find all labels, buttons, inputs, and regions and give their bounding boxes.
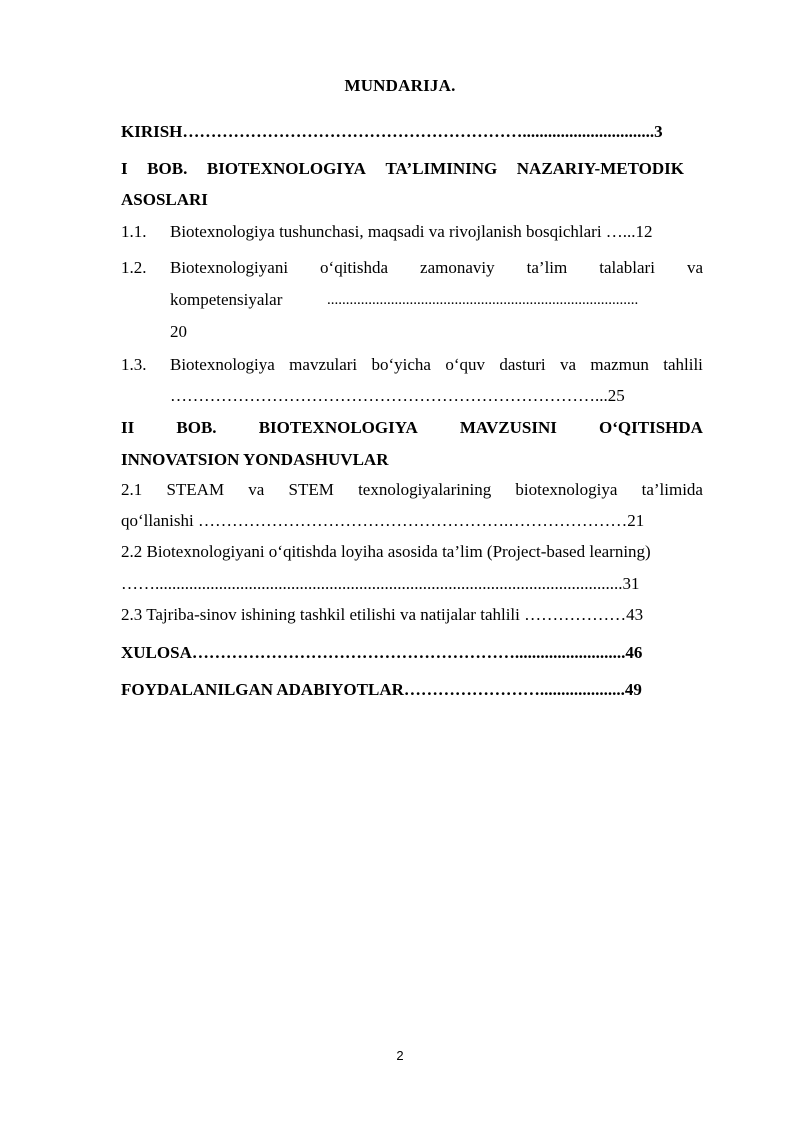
toc-entry-2-2-line2: ……..............................................................................................................31	[121, 574, 640, 593]
word: va	[248, 480, 265, 499]
word: zamonaviy	[420, 258, 495, 277]
toc-entry-1-1-number: 1.1.	[121, 222, 147, 241]
word: O‘QITISHDA	[599, 418, 703, 437]
toc-entry-2-1-line2: qo‘llanishi ……………………………………………….…………………21	[121, 511, 645, 530]
word: ta’lim	[526, 258, 568, 277]
word: tahlili	[663, 355, 703, 374]
toc-entry-bob1-line1	[121, 159, 684, 179]
toc-entry-1-2-line1	[170, 258, 703, 278]
word: mazmun	[590, 355, 649, 374]
toc-title: MUNDARIJA.	[344, 76, 456, 95]
word: talablari	[599, 258, 655, 277]
toc-entry-adabiyotlar: FOYDALANILGAN ADABIYOTLAR……………………....................49	[121, 680, 642, 699]
toc-entry-1-3-number: 1.3.	[121, 355, 147, 374]
word: va	[686, 258, 703, 277]
word: STEAM	[166, 480, 225, 499]
word: o‘quv	[445, 355, 485, 374]
toc-entry-1-2-page: 20	[170, 322, 187, 341]
word: Biotexnologiyani	[170, 258, 289, 277]
toc-entry-kirish: KIRISH……………………………………………………...............................3	[121, 122, 663, 141]
toc-entry-2-3: 2.3 Tajriba-sinov ishining tashkil etilishi va natijalar tahlili ………………43	[121, 605, 644, 624]
word: bo‘yicha	[371, 355, 431, 374]
word: NAZARIY-METODIK	[516, 159, 684, 178]
toc-entry-bob2-line2: INNOVATSION YONDASHUVLAR	[121, 450, 389, 469]
word: o‘qitishda	[320, 258, 389, 277]
word: I	[121, 159, 128, 178]
word: BOB.	[147, 159, 188, 178]
word: texnologiyalarining	[358, 480, 492, 499]
word: BIOTEXNOLOGIYA	[206, 159, 366, 178]
word: STEM	[288, 480, 334, 499]
word: va	[559, 355, 576, 374]
word: mavzulari	[289, 355, 358, 374]
toc-entry-1-2-line2-text: kompetensiyalar	[170, 290, 283, 309]
word: 2.1	[121, 480, 143, 499]
toc-entry-1-2-leader: ...................................................................................	[327, 292, 639, 308]
toc-entry-1-3-line1	[170, 355, 703, 375]
toc-entry-2-2-line1: 2.2 Biotexnologiyani o‘qitishda loyiha asosida ta’lim (Project-based learning)	[121, 542, 651, 561]
toc-entry-xulosa: XULOSA…………………………………………………..........................46	[121, 643, 643, 662]
word: BOB.	[176, 418, 217, 437]
toc-entry-1-2-number: 1.2.	[121, 258, 147, 277]
toc-entry-2-1-line1	[121, 480, 703, 500]
toc-entry-bob2-line1	[121, 418, 703, 438]
toc-entry-bob1-line2: ASOSLARI	[121, 190, 208, 209]
word: ta’limida	[641, 480, 703, 499]
word: biotexnologiya	[515, 480, 618, 499]
word: dasturi	[499, 355, 546, 374]
word: MAVZUSINI	[459, 418, 557, 437]
page-number: 2	[396, 1048, 404, 1063]
toc-entry-1-3-line2: …………………………………………………………………...25	[170, 386, 625, 405]
word: II	[121, 418, 135, 437]
toc-entry-1-1-text: Biotexnologiya tushunchasi, maqsadi va rivojlanish bosqichlari …...12	[170, 222, 653, 241]
word: Biotexnologiya	[170, 355, 275, 374]
word: TA’LIMINING	[385, 159, 498, 178]
word: BIOTEXNOLOGIYA	[258, 418, 418, 437]
